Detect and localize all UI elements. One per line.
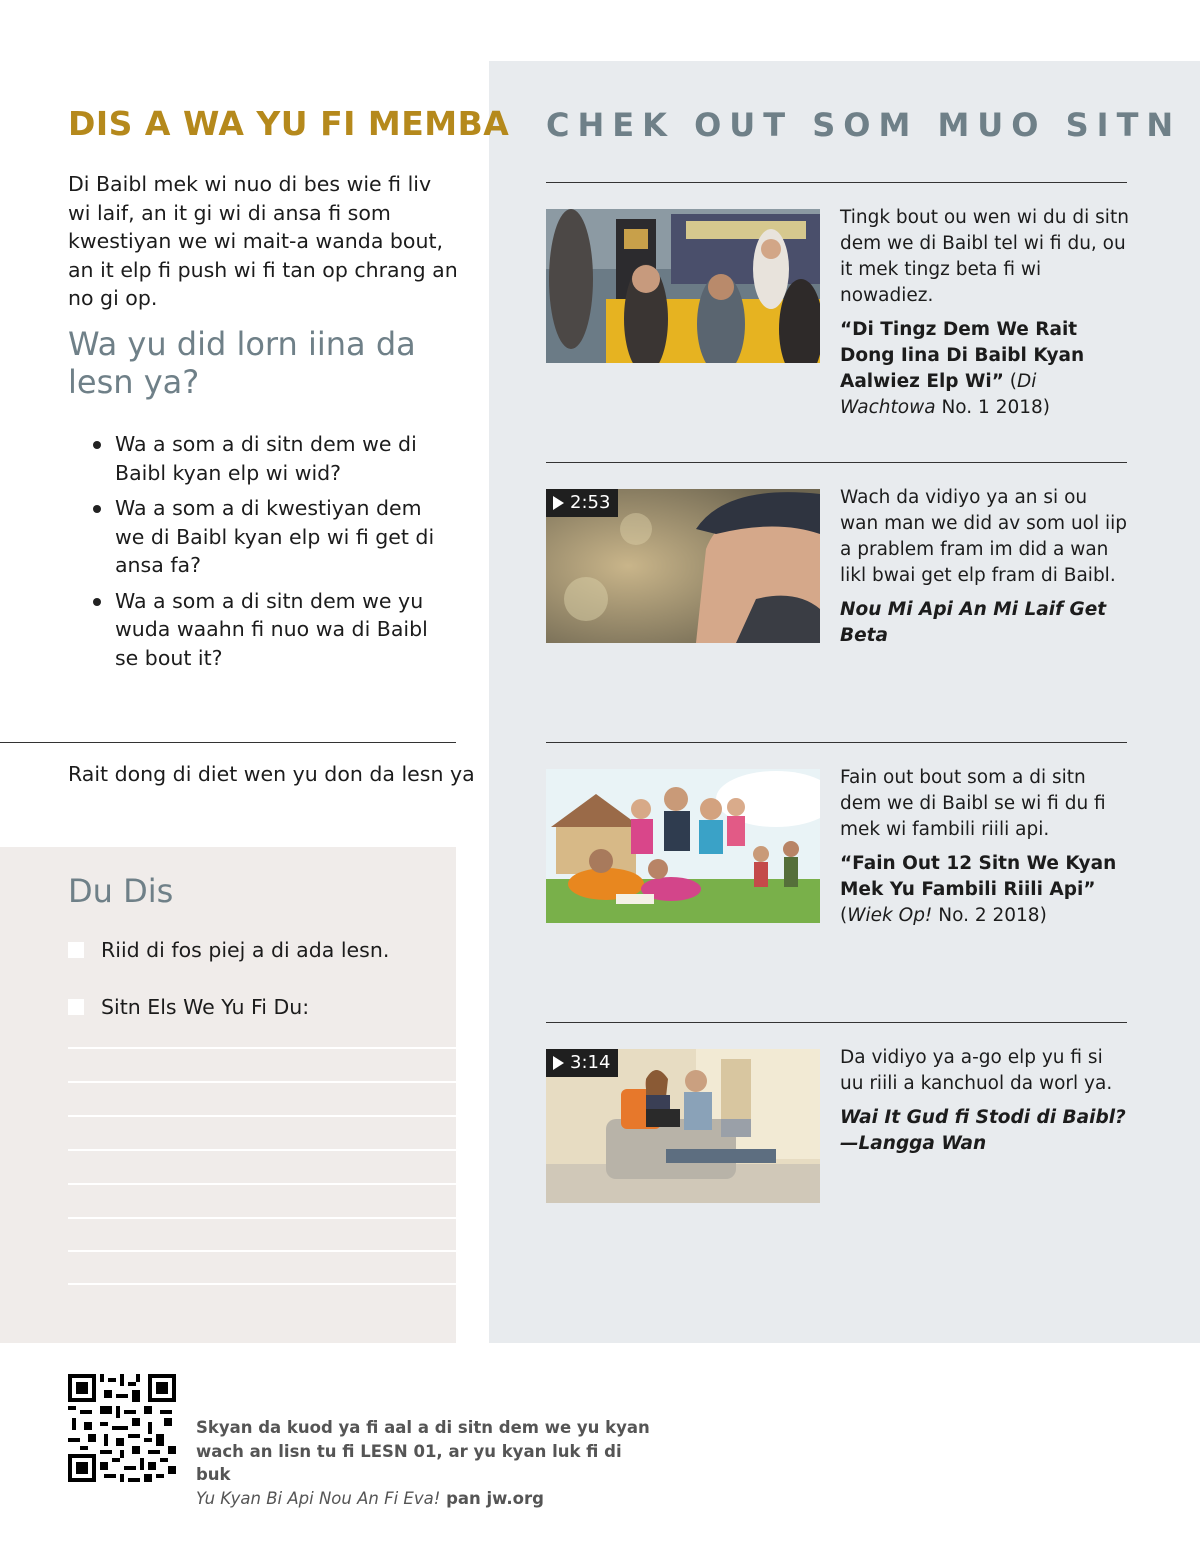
write-line[interactable] — [68, 1115, 456, 1117]
question-item — [88, 587, 438, 673]
article-thumbnail-family[interactable] — [546, 769, 820, 923]
divider — [546, 462, 1127, 463]
bullet-icon — [93, 505, 101, 513]
publication-issue: No. 1 2018) — [935, 397, 1050, 418]
write-line[interactable] — [68, 1283, 456, 1285]
checklist-item-read[interactable] — [68, 938, 389, 962]
article-thumbnail-station[interactable] — [546, 209, 820, 363]
resource-card — [840, 485, 1130, 649]
divider — [0, 742, 456, 743]
card-description: Fain out bout som a di sitn dem we di Baibl se wi fi du fi mek wi fambili riili api. — [840, 767, 1106, 840]
checkbox-icon[interactable] — [68, 942, 84, 958]
question-text: Wa a som a di sitn dem we di Baibl kyan elp wi wid? — [115, 432, 417, 485]
book-title: Yu Kyan Bi Api Nou An Fi Eva! — [196, 1488, 441, 1508]
footer-note: Skyan da kuod ya fi aal a di sitn dem we yu kyan wach an lisn tu fi LESN 01, ar yu kyan luk fi di buk Yu Kyan Bi Api Nou An Fi Eva! pan jw.org — [196, 1418, 650, 1508]
article-title[interactable]: “Di Tingz Dem We Rait Dong Iina Di Baibl Kyan Aalwiez Elp Wi” — [840, 319, 1085, 392]
video-title[interactable]: Wai It Gud fi Stodi di Baibl? —Langga Wan — [840, 1107, 1126, 1154]
bullet-icon — [93, 598, 101, 606]
resource-card — [840, 205, 1130, 421]
divider — [546, 742, 1127, 743]
do-this-panel — [0, 847, 456, 1343]
card-description: Wach da vidiyo ya an si ou wan man we did av som uol iip a prablem fram im did a wan likl bwai get elp fram di Baibl. — [840, 487, 1128, 586]
remember-heading: DIS A WA YU FI MEMBA — [68, 104, 510, 143]
checklist-label: Sitn Els We Yu Fi Du: — [101, 995, 310, 1019]
article-title[interactable]: “Fain Out 12 Sitn We Kyan Mek Yu Fambili Riili Api” — [840, 853, 1117, 900]
card-reference[interactable]: “Fain Out 12 Sitn We Kyan Mek Yu Fambili Riili Api” (Wiek Op! No. 2 2018) — [840, 853, 1117, 926]
play-icon — [553, 496, 564, 510]
publication-issue: No. 2 2018) — [932, 905, 1047, 926]
qr-code[interactable] — [68, 1374, 176, 1482]
publication-name: Wiek Op! — [847, 905, 933, 926]
checkbox-icon[interactable] — [68, 999, 84, 1015]
divider — [546, 182, 1127, 183]
write-line[interactable] — [68, 1217, 456, 1219]
learn-heading: Wa yu did lorn iina da lesn ya? — [68, 325, 416, 401]
check-out-heading: CHEK OUT SOM MUO SITN — [546, 106, 1182, 144]
write-line[interactable] — [68, 1081, 456, 1083]
resource-card — [840, 1045, 1130, 1157]
write-line[interactable] — [68, 1183, 456, 1185]
do-this-heading: Du Dis — [68, 872, 174, 910]
video-title[interactable]: Nou Mi Api An Mi Laif Get Beta — [840, 599, 1107, 646]
bullet-icon — [93, 441, 101, 449]
write-line[interactable] — [68, 1149, 456, 1151]
video-duration-badge: 2:53 — [546, 489, 618, 517]
card-reference[interactable]: “Di Tingz Dem We Rait Dong Iina Di Baibl Kyan Aalwiez Elp Wi” (Di Wachtowa No. 1 2018) — [840, 319, 1085, 418]
card-description: Tingk bout ou wen wi du di sitn dem we di Baibl tel wi fi du, ou it mek tingz beta fi wi nowadiez. — [840, 207, 1129, 306]
divider — [546, 1022, 1127, 1023]
question-item — [88, 494, 438, 580]
intro-paragraph: Di Baibl mek wi nuo di bes wie fi liv wi laif, an it gi wi di ansa fi som kwestiyan we wi mait-a wanda bout, an it elp fi push wi fi tan op chrang an no gi op. — [68, 172, 458, 310]
play-icon — [553, 1056, 564, 1070]
question-list — [88, 430, 438, 679]
video-duration-badge: 3:14 — [546, 1049, 618, 1077]
publication-name: Di Wachtowa — [840, 371, 1037, 418]
checklist-item-other[interactable] — [68, 995, 309, 1019]
video-thumbnail-study[interactable] — [546, 1049, 820, 1203]
question-text: Wa a som a di sitn dem we yu wuda waahn fi nuo wa di Baibl se bout it? — [115, 588, 428, 670]
resource-card — [840, 765, 1130, 929]
date-note: Rait dong di diet wen yu don da lesn ya — [68, 762, 475, 786]
question-item — [88, 430, 438, 487]
card-description: Da vidiyo ya a-go elp yu fi si uu riili a kanchuol da worl ya. — [840, 1047, 1113, 1094]
video-thumbnail-man[interactable] — [546, 489, 820, 643]
write-line[interactable] — [68, 1250, 456, 1252]
checklist-label: Riid di fos piej a di ada lesn. — [101, 938, 390, 962]
question-text: Wa a som a di kwestiyan dem we di Baibl kyan elp wi fi get di ansa fa? — [115, 496, 435, 577]
write-line[interactable] — [68, 1047, 456, 1049]
